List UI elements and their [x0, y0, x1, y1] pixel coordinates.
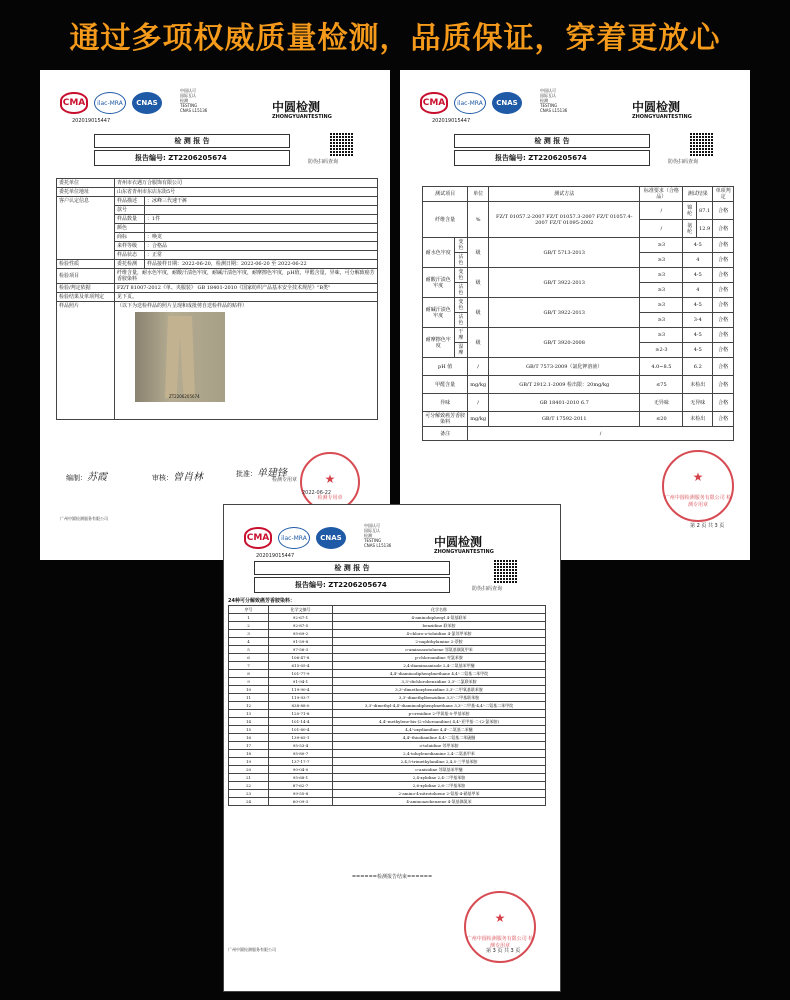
report-page-3 — [224, 505, 560, 991]
table-cell: 101-14-4 — [269, 718, 333, 726]
table-cell: 4-aminoazobenzene 4-氨基偶氮苯 — [333, 798, 546, 806]
table-cell: 6 — [229, 654, 269, 662]
cert-logos — [244, 521, 364, 555]
table-row — [229, 654, 546, 662]
table-cell: 137-17-7 — [269, 758, 333, 766]
table-row: 检验/判定依据 FZ/T 81007-2012《单、夹服装》 GB 18401-2010《国家纺织产品基本安全技术规范》"B类" — [57, 284, 378, 293]
table-row: 耐酸汗渍色牢度 变色 级 GB/T 3922-2013 ≥3 4-5 合格 — [423, 268, 734, 283]
table-cell: 3,3'-dimethyl-4,4'-diaminodiphenylmethane 3,3'-二甲基-4,4'-二氨基二苯甲烷 — [333, 702, 546, 710]
scan-hint: 防伪扫码查询 — [472, 586, 503, 592]
table-row — [229, 662, 546, 670]
qr-code-icon — [690, 132, 714, 156]
ilac-logo-icon: ilac-MRA — [454, 92, 486, 114]
cma-code: 202019015447 — [256, 553, 295, 559]
table-cell: 4-aminobiphenyl 4-氨基联苯 — [333, 614, 546, 622]
page-number: 第 3 页 共 3 页 — [486, 948, 521, 954]
table-row: 商标 ：唤龙 — [57, 233, 378, 242]
headline: 通过多项权威质量检测，品质保证，穿着更放心 — [69, 21, 721, 56]
table-row — [229, 702, 546, 710]
table-cell: 139-65-1 — [269, 734, 333, 742]
footer-company: 广州中圆检测服务有限公司 — [228, 947, 276, 952]
page-number: 第 2 页 共 3 页 — [690, 523, 725, 529]
table-cell: 91-59-8 — [269, 638, 333, 646]
table-row: 样品照片 （以下为送检样品的照片呈现和成批剪自送检样品的贴样） ZT2206205674 — [57, 302, 378, 420]
table-cell: 1 — [229, 614, 269, 622]
brand-name-en: ZHONGYUANTESTING — [434, 549, 494, 555]
table-row: 委托单位 青州市衣遇万合服饰有限公司 — [57, 179, 378, 188]
table-cell: 2,4,5-trimethylaniline 2,4,5-三甲基苯胺 — [333, 758, 546, 766]
table-cell: 18 — [229, 750, 269, 758]
table-cell: 9 — [229, 678, 269, 686]
table-cell: 95-68-1 — [269, 774, 333, 782]
table-row: 耐碱汗渍色牢度 变色 级 GB/T 3922-2013 ≥3 4-5 合格 — [423, 298, 734, 313]
table-cell: 11 — [229, 694, 269, 702]
table-cell: o-aminoazotoluene 邻氨基偶氮甲苯 — [333, 646, 546, 654]
table-row: / 氨纶 12.9 合格 — [423, 220, 734, 238]
table-cell: benzidine 联苯胺 — [333, 622, 546, 630]
report-date: 2022-06-22 — [302, 490, 332, 496]
testing-label: 中国认可 国际互认 检测 TESTING CNAS L15136 — [364, 523, 392, 548]
table-cell: 95-53-4 — [269, 742, 333, 750]
report-page-1 — [40, 70, 390, 560]
table-row: 样品数量 ：1件 — [57, 215, 378, 224]
table-row: 委托单位地址 山东省青州市东店东街5号 — [57, 188, 378, 197]
table-cell: 3,3'-dichlorobenzidine 3,3'-二氯联苯胺 — [333, 678, 546, 686]
cert-logos — [420, 86, 540, 120]
cnas-logo-icon: CNAS — [492, 92, 522, 114]
official-seal-icon: ★ 广州中圆检测服务有限公司 检测专用章 — [464, 891, 536, 963]
report-number: 报告编号: ZT2206205674 — [454, 150, 650, 166]
table-cell: 101-80-4 — [269, 726, 333, 734]
table-row — [229, 726, 546, 734]
table-row: 沾色 ≥3 4 合格 — [423, 253, 734, 268]
table-row: 沾色 ≥3 4 合格 — [423, 283, 734, 298]
table-row: 耐摩擦色牢度 干摩 级 GB/T 3920-2008 ≥3 4-5 合格 — [423, 328, 734, 343]
list-title: 24种可分解致癌芳香胺染料： — [228, 598, 295, 604]
report-end: ======检测报告结束====== — [351, 874, 433, 880]
table-cell: 10 — [229, 686, 269, 694]
table-cell: 106-47-8 — [269, 654, 333, 662]
brand-name: 中圆检测 — [632, 100, 681, 114]
brand-name: 中圆检测 — [272, 100, 321, 114]
table-row — [229, 686, 546, 694]
table-row: pH 值 / GB/T 7573-2009（氯化钾溶液） 4.0~8.5 6.2 合格 — [423, 358, 734, 376]
scan-hint: 防伪扫码查询 — [308, 159, 339, 165]
report-number: 报告编号: ZT2206205674 — [254, 577, 450, 593]
footer-company: 广州中圆检测服务有限公司 — [60, 516, 108, 521]
table-row — [229, 614, 546, 622]
client-info-table — [56, 178, 378, 420]
table-cell: 91-94-1 — [269, 678, 333, 686]
table-cell: 119-90-4 — [269, 686, 333, 694]
table-row — [229, 670, 546, 678]
table-cell: 2-naphthylamine 2-萘胺 — [333, 638, 546, 646]
cma-logo-icon: CMA — [60, 92, 88, 114]
cma-code: 202019015447 — [432, 118, 471, 124]
table-row — [229, 710, 546, 718]
qr-code-icon — [494, 559, 518, 583]
ilac-logo-icon: ilac-MRA — [94, 92, 126, 114]
official-seal-icon: ★ 广州中圆检测服务有限公司 检测专用章 — [662, 450, 734, 522]
report-number: 报告编号: ZT2206205674 — [94, 150, 290, 166]
photo-caption: ZT2206205674 — [169, 394, 200, 399]
table-header: 序号 化学文摘号 化学名称 — [229, 606, 546, 614]
pants-image — [165, 316, 195, 398]
table-row — [229, 782, 546, 790]
table-cell: 3,3'-dimethoxybenzidine 3,3'-二甲氧基联苯胺 — [333, 686, 546, 694]
brand-name-en: ZHONGYUANTESTING — [272, 114, 332, 120]
table-row: 样品状态 ：正常 — [57, 251, 378, 260]
ilac-logo-icon: ilac-MRA — [278, 527, 310, 549]
table-cell: 17 — [229, 742, 269, 750]
table-cell: 13 — [229, 710, 269, 718]
table-cell: 838-88-0 — [269, 702, 333, 710]
table-cell: 12 — [229, 702, 269, 710]
table-cell: o-anisidine 邻氨基苯甲醚 — [333, 766, 546, 774]
official-seal-icon: ★ 检测专用章 — [300, 452, 360, 512]
table-row — [229, 750, 546, 758]
table-row: 纤维含量 % FZ/T 01057.2-2007 FZ/T 01057.3-2007 FZ/T 01057.4-2007 FZ/T 01095-2002 / 锦纶 87.1 合格 — [423, 202, 734, 220]
table-row — [229, 742, 546, 750]
table-cell: 120-71-8 — [269, 710, 333, 718]
table-cell: 19 — [229, 758, 269, 766]
brand-name: 中圆检测 — [434, 535, 483, 549]
table-row — [229, 718, 546, 726]
table-row — [229, 622, 546, 630]
table-row: 耐水色牢度 变色 级 GB/T 5713-2013 ≥3 4-5 合格 — [423, 238, 734, 253]
table-cell: 3 — [229, 630, 269, 638]
table-cell: 97-56-3 — [269, 646, 333, 654]
report-title: 检 测 报 告 — [254, 561, 450, 575]
brand-name-en: ZHONGYUANTESTING — [632, 114, 692, 120]
table-cell: 60-09-3 — [269, 798, 333, 806]
table-row — [229, 694, 546, 702]
table-row: 检验结果及单项判定 见下页。 — [57, 293, 378, 302]
editor-signature: 编制：苏霞 — [66, 472, 107, 483]
table-cell: 87-62-7 — [269, 782, 333, 790]
table-header: 测试项目 单位 测试方法 标准要求（合格品） 测试结果 单项判定 — [423, 187, 734, 202]
table-cell: 2,4-xylidine 2,4-二甲基苯胺 — [333, 774, 546, 782]
table-row — [229, 758, 546, 766]
sample-photo — [135, 312, 225, 402]
testing-label: 中国认可 国际互认 检测 TESTING CNAS L15136 — [180, 88, 208, 113]
table-row — [229, 766, 546, 774]
table-row: 异味 / GB 18401-2010 6.7 无异味 无异味 合格 — [423, 394, 734, 412]
table-cell: 2,4-diaminoanisole 2,4-二氨基苯甲醚 — [333, 662, 546, 670]
table-row — [229, 630, 546, 638]
table-cell: 8 — [229, 670, 269, 678]
cma-logo-icon: CMA — [420, 92, 448, 114]
table-cell: 119-93-7 — [269, 694, 333, 702]
scan-hint: 防伪扫码查询 — [668, 159, 699, 165]
table-row: 检验性质 委托检测 样品接样日期：2022-06-20，检测日期：2022-06-20 至 2022-06-22 — [57, 260, 378, 269]
table-cell: o-toluidine 邻甲苯胺 — [333, 742, 546, 750]
table-cell: 2,4-toluylenediamine 2,4-二氨基甲苯 — [333, 750, 546, 758]
test-results-table — [422, 186, 734, 441]
table-cell: 2 — [229, 622, 269, 630]
table-row: 备注 / — [423, 427, 734, 441]
table-cell: 4 — [229, 638, 269, 646]
table-row: 可分解致癌芳香胺染料 mg/kg GB/T 17592-2011 ≤20 未检出 合格 — [423, 412, 734, 427]
table-row — [229, 790, 546, 798]
cert-logos — [60, 86, 180, 120]
table-cell: 23 — [229, 790, 269, 798]
amine-table — [228, 605, 546, 806]
table-cell: 3,3'-dimethylbenzidine 3,3'-二甲基联苯胺 — [333, 694, 546, 702]
table-cell: 4,4'-methylene-bis-(2-chloroaniline) 4,4'-亚甲基-二-(2-氯苯胺) — [333, 718, 546, 726]
table-row — [229, 638, 546, 646]
reviewer-signature: 审核：曾肖林 — [152, 472, 203, 483]
table-row: 沾色 ≥3 3-4 合格 — [423, 313, 734, 328]
table-cell: 90-04-0 — [269, 766, 333, 774]
table-cell: 16 — [229, 734, 269, 742]
report-page-2 — [400, 70, 750, 560]
report-title: 检 测 报 告 — [94, 134, 290, 148]
testing-label: 中国认可 国际互认 检测 TESTING CNAS L15136 — [540, 88, 568, 113]
table-cell: 22 — [229, 782, 269, 790]
table-cell: 95-69-2 — [269, 630, 333, 638]
report-title: 检 测 报 告 — [454, 134, 650, 148]
table-cell: 101-77-9 — [269, 670, 333, 678]
table-cell: 2,6-xylidine 2,6-二甲基苯胺 — [333, 782, 546, 790]
table-row: 客户认定信息 样品描述 ：冰峰三代速干裤 — [57, 197, 378, 206]
table-row — [229, 798, 546, 806]
table-row — [229, 646, 546, 654]
table-cell: 7 — [229, 662, 269, 670]
approver-signature: 批准：单建锋 — [236, 468, 287, 479]
cnas-logo-icon: CNAS — [316, 527, 346, 549]
table-cell: 15 — [229, 726, 269, 734]
table-cell: p-chloroaniline 对氯苯胺 — [333, 654, 546, 662]
table-row: 颜色 — [57, 224, 378, 233]
seal-label: 检测专用章 — [272, 477, 298, 483]
qr-code-icon — [330, 132, 354, 156]
photo-note: （以下为送检样品的照片呈现和成批剪自送检样品的贴样） — [117, 303, 248, 309]
table-cell: 14 — [229, 718, 269, 726]
cma-logo-icon: CMA — [244, 527, 272, 549]
table-cell: 615-05-4 — [269, 662, 333, 670]
table-cell: 4-chloro-o-toluidine 4-氯邻甲苯胺 — [333, 630, 546, 638]
table-cell: p-cresidine 2-甲氧基-5-甲基苯胺 — [333, 710, 546, 718]
table-cell: 4,4'-diaminodiphenylmethane 4,4'-二氨基二苯甲烷 — [333, 670, 546, 678]
table-cell: 4,4'-oxydianiline 4,4'-二氨基二苯醚 — [333, 726, 546, 734]
cma-code: 202019015447 — [72, 118, 111, 124]
cnas-logo-icon: CNAS — [132, 92, 162, 114]
table-cell: 92-87-5 — [269, 622, 333, 630]
table-cell: 2-amino-4-nitrotoluene 2-氨基-4-硝基甲苯 — [333, 790, 546, 798]
table-row: 湿摩 ≥2-3 4-5 合格 — [423, 343, 734, 358]
table-cell: 5 — [229, 646, 269, 654]
table-cell: 4,4'-thiodianiline 4,4'-二氨基二苯硫醚 — [333, 734, 546, 742]
table-row — [229, 678, 546, 686]
table-row — [229, 774, 546, 782]
table-cell: 92-67-1 — [269, 614, 333, 622]
table-cell: 20 — [229, 766, 269, 774]
table-row: 检验项目 纤维含量，耐水色牢度，耐酸汗渍色牢度，耐碱汗渍色牢度，耐摩擦色牢度，pH值，甲醛含量，异味，可分解致癌芳香胺染料 — [57, 269, 378, 284]
table-cell: 21 — [229, 774, 269, 782]
table-row — [229, 734, 546, 742]
table-cell: 95-80-7 — [269, 750, 333, 758]
table-row: 款号 — [57, 206, 378, 215]
table-row: 来样等级 ：合格品 — [57, 242, 378, 251]
table-cell: 99-55-8 — [269, 790, 333, 798]
table-cell: 24 — [229, 798, 269, 806]
table-row: 甲醛含量 mg/kg GB/T 2912.1-2009 检出限：20mg/kg ≤75 未检出 合格 — [423, 376, 734, 394]
